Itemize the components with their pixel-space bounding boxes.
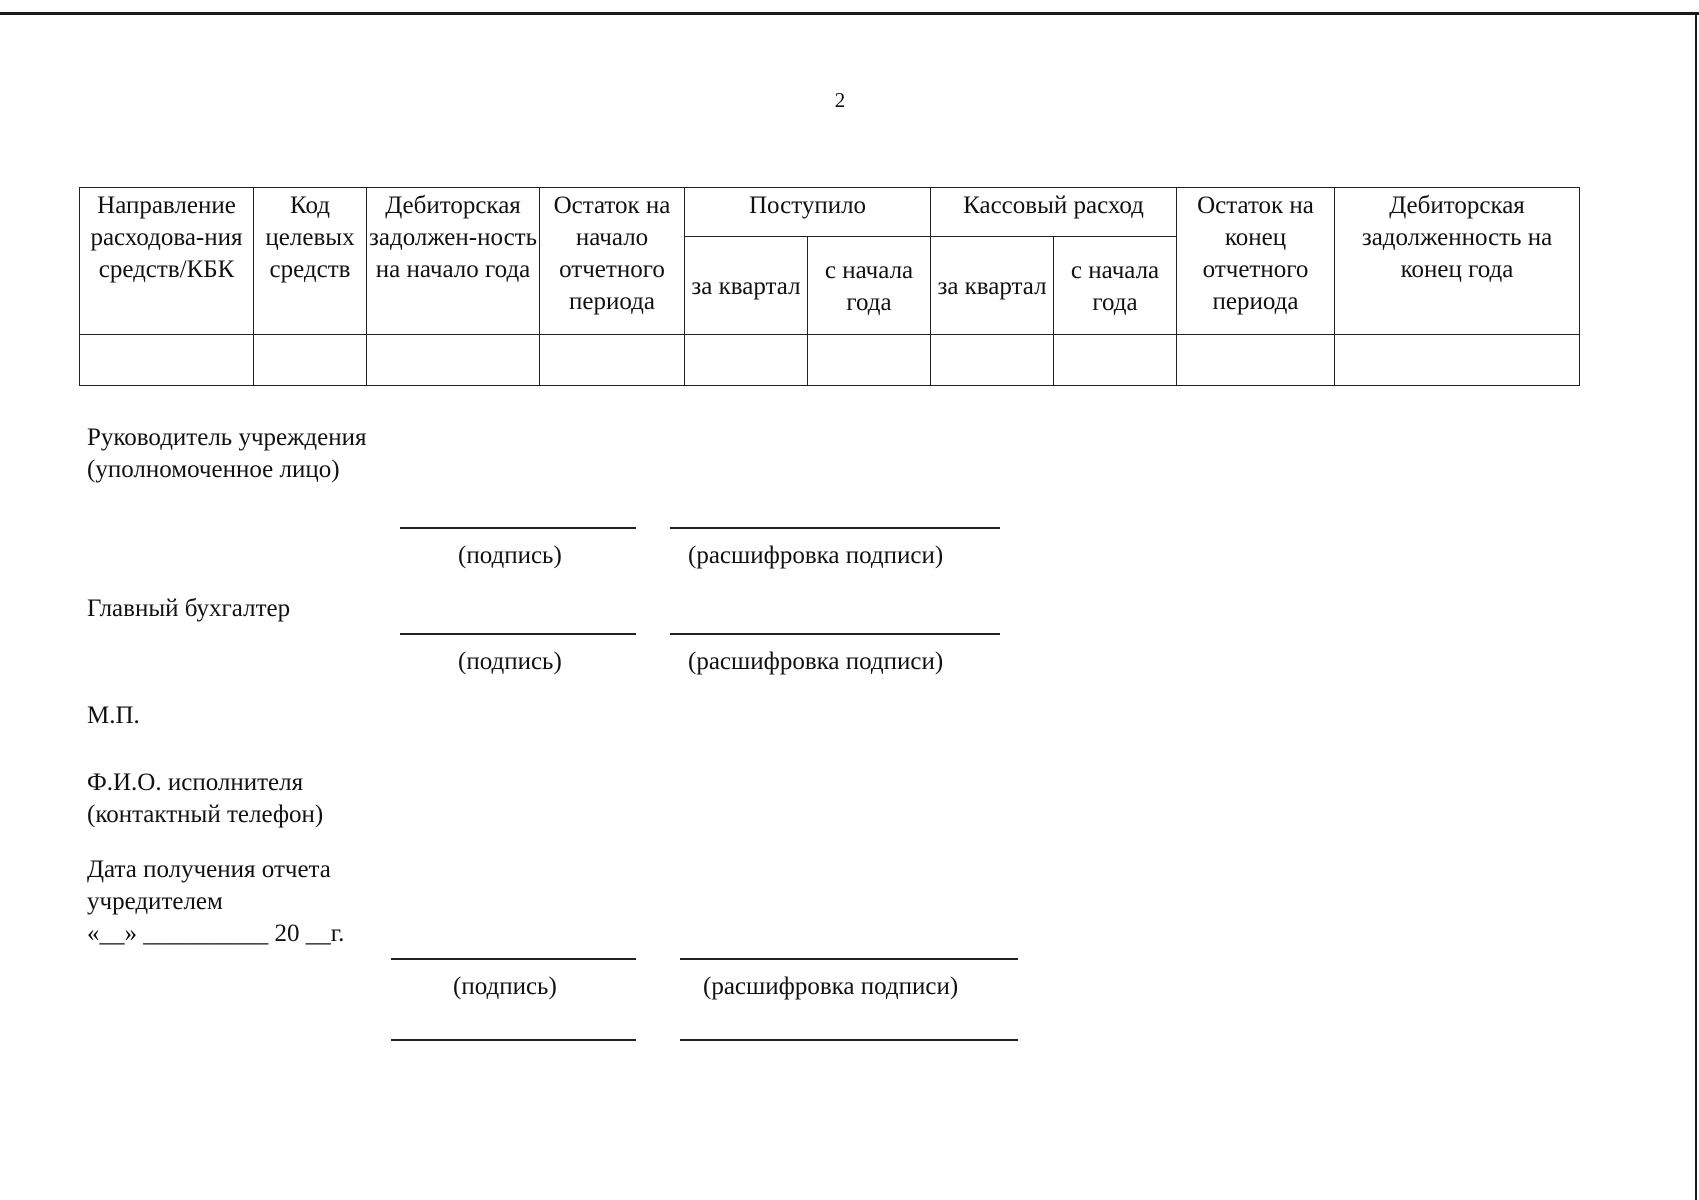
- head-of-institution-label: Руководитель учреждения (уполномоченное лицо): [87, 424, 367, 483]
- executor-label: Ф.И.О. исполнителя (контактный телефон): [87, 769, 324, 828]
- subcolumn-received-quarter: за квартал: [685, 237, 808, 335]
- table-cell: [1054, 335, 1177, 386]
- page-right-border: [1695, 12, 1697, 1200]
- table-cell: [1177, 335, 1335, 386]
- table-cell: [254, 335, 367, 386]
- accountant-signature-line: [400, 633, 636, 635]
- founder-decoding-caption: (расшифровка подписи): [703, 973, 959, 1000]
- head-signature-caption: (подпись): [458, 542, 562, 569]
- accountant-decoding-line: [670, 633, 1000, 635]
- column-header-receivables-start: Дебиторская задолжен-ность на начало года: [367, 188, 540, 335]
- extra-decoding-line: [680, 1039, 1018, 1041]
- column-header-balance-end: Остаток на конец отчетного периода: [1177, 188, 1335, 335]
- accountant-signature-caption: (подпись): [458, 648, 562, 675]
- subcolumn-expense-quarter: за квартал: [931, 237, 1054, 335]
- page-number: 2: [834, 88, 846, 112]
- column-header-target-code: Код целевых средств: [254, 188, 367, 335]
- table-cell: [808, 335, 931, 386]
- table-row: [80, 335, 1580, 386]
- head-decoding-caption: (расшифровка подписи): [688, 542, 944, 569]
- accountant-decoding-caption: (расшифровка подписи): [688, 648, 944, 675]
- column-header-balance-start: Остаток на начало отчетного периода: [540, 188, 685, 335]
- receipt-date-field: «__» __________ 20 __г.: [87, 920, 345, 947]
- extra-signature-line: [391, 1039, 636, 1041]
- table-cell: [80, 335, 254, 386]
- subcolumn-expense-ytd: с начала года: [1054, 237, 1177, 335]
- column-group-received: Поступило: [685, 188, 931, 237]
- head-signature-line: [400, 527, 636, 529]
- table-cell: [931, 335, 1054, 386]
- founder-signature-line: [391, 958, 636, 960]
- table-cell: [540, 335, 685, 386]
- table-cell: [1335, 335, 1580, 386]
- head-decoding-line: [670, 527, 1000, 529]
- founder-decoding-line: [680, 958, 1018, 960]
- receipt-date-label: Дата получения отчета учредителем: [87, 856, 331, 915]
- table-cell: [685, 335, 808, 386]
- report-table: [79, 187, 1580, 386]
- column-group-cash-expense: Кассовый расход: [931, 188, 1177, 237]
- subcolumn-received-ytd: с начала года: [808, 237, 931, 335]
- table-cell: [367, 335, 540, 386]
- page-top-border: [0, 12, 1699, 15]
- founder-signature-caption: (подпись): [453, 973, 557, 1000]
- column-header-receivables-end: Дебиторская задолженность на конец года: [1335, 188, 1580, 335]
- seal-label: М.П.: [87, 702, 140, 729]
- chief-accountant-label: Главный бухгалтер: [87, 595, 291, 622]
- column-header-direction: Направление расходова-ния средств/КБК: [80, 188, 254, 335]
